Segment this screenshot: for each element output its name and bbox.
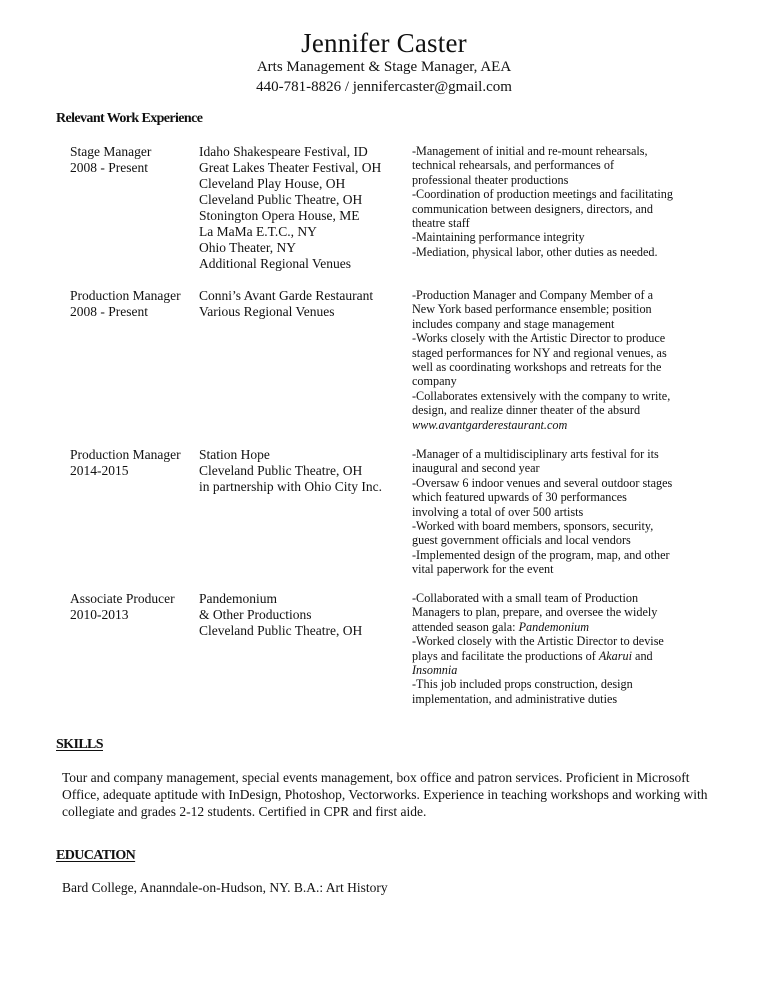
duty-line: guest government officials and local vendors [412, 533, 631, 548]
job-dates: 2014-2015 [70, 463, 129, 478]
duty-line: -Manager of a multidisciplinary arts festival for its [412, 447, 659, 461]
duty-line: which featured upwards of 30 performances [412, 490, 627, 505]
duty-line: staged performances for NY and regional venues, as [412, 345, 667, 360]
duty-text: plays and facilitate the productions of [412, 648, 599, 663]
duty-line: -Oversaw 6 indoor venues and several outdoor stages [412, 475, 673, 490]
duty-line: -Mediation, physical labor, other duties as needed. [412, 244, 658, 259]
duty-line: Managers to plan, prepare, and oversee the widely [412, 605, 658, 620]
venue-line: Additional Regional Venues [199, 256, 351, 271]
job-role-block [70, 591, 195, 623]
duty-line: company [412, 374, 457, 389]
job-role: Stage Manager [70, 144, 152, 159]
production-title: Akarui [598, 648, 632, 663]
job-duties [412, 447, 700, 577]
duty-line: -Implemented design of the program, map, and other [412, 547, 670, 562]
venue-line: in partnership with Ohio City Inc. [199, 479, 382, 494]
job-venues [199, 144, 399, 272]
duty-line: well as coordinating workshops and retreats for the [412, 360, 662, 375]
duty-line: professional theater productions [412, 172, 569, 187]
duty-line: involving a total of over 500 artists [412, 504, 584, 519]
section-skills: SKILLS [56, 737, 103, 752]
duty-line: theatre staff [412, 216, 470, 231]
duty-line: implementation, and administrative duties [412, 691, 618, 706]
job-dates: 2008 - Present [70, 160, 148, 175]
venue-line: Cleveland Play House, OH [199, 176, 346, 191]
venue-line: Conni’s Avant Garde Restaurant [199, 288, 374, 303]
job-dates: 2008 - Present [70, 304, 148, 319]
job-duties [412, 591, 700, 706]
duty-text: and [632, 648, 653, 663]
website-link[interactable]: www.avantgarderestaurant.com [412, 417, 568, 432]
duty-line: -Management of initial and re-mount rehearsals, [412, 144, 648, 158]
duty-line: -Collaborated with a small team of Production [412, 591, 639, 605]
job-venues [199, 447, 399, 495]
job-dates: 2010-2013 [70, 607, 129, 622]
duty-line: -Coordination of production meetings and facilitating [412, 187, 673, 202]
section-education: EDUCATION [56, 848, 136, 863]
venue-line: Pandemonium [199, 591, 277, 606]
duty-line: vital paperwork for the event [412, 562, 554, 577]
venue-line: & Other Productions [199, 607, 312, 622]
venue-line: La MaMa E.T.C., NY [199, 224, 317, 239]
job-duties [412, 288, 700, 432]
duty-line: communication between designers, directors, and [412, 201, 653, 216]
duty-line: -This job included props construction, design [412, 677, 633, 692]
duty-line: -Worked with board members, sponsors, security, [412, 519, 654, 534]
education-text: Bard College, Ananndale-on-Hudson, NY. B.A.: Art History [62, 880, 388, 895]
venue-line: Cleveland Public Theatre, OH [199, 463, 363, 478]
venue-line: Cleveland Public Theatre, OH [199, 623, 363, 638]
duty-line: design, and realize dinner theater of the absurd [412, 403, 641, 418]
duty-line: technical rehearsals, and performances of [412, 158, 615, 173]
section-work-experience: Relevant Work Experience [56, 111, 203, 126]
venue-line: Various Regional Venues [199, 304, 335, 319]
job-venues [199, 591, 399, 639]
duty-text: attended season gala: [412, 619, 519, 634]
duty-line [412, 649, 700, 663]
venue-line: Station Hope [199, 447, 270, 462]
job-role-block [70, 144, 195, 176]
job-role: Production Manager [70, 447, 181, 462]
duty-line: includes company and stage management [412, 316, 615, 331]
venue-line: Stonington Opera House, ME [199, 208, 360, 223]
job-role: Associate Producer [70, 591, 175, 606]
job-role-block [70, 288, 195, 320]
contact-info: 440-781-8826 / jennifercaster@gmail.com [256, 79, 512, 95]
duty-line: -Worked closely with the Artistic Director to devise [412, 634, 664, 649]
venue-line: Idaho Shakespeare Festival, ID [199, 144, 368, 159]
duty-line: -Production Manager and Company Member of a [412, 288, 653, 302]
job-venues [199, 288, 399, 320]
job-role-block [70, 447, 195, 479]
duty-line: -Collaborates extensively with the company to write, [412, 388, 671, 403]
candidate-name: Jennifer Caster [301, 28, 467, 58]
candidate-title: Arts Management & Stage Manager, AEA [256, 59, 512, 75]
production-title: Pandemonium [518, 619, 590, 634]
duty-line: -Works closely with the Artistic Director to produce [412, 331, 666, 346]
venue-line: Ohio Theater, NY [199, 240, 297, 255]
job-duties [412, 144, 700, 259]
duty-line: New York based performance ensemble; position [412, 302, 652, 317]
duty-line: inaugural and second year [412, 461, 540, 476]
job-role: Production Manager [70, 288, 181, 303]
venue-line: Great Lakes Theater Festival, OH [199, 160, 382, 175]
venue-line: Cleveland Public Theatre, OH [199, 192, 363, 207]
production-title: Insomnia [412, 663, 458, 678]
skills-text: Tour and company management, special events management, box office and patron services. Proficient in Microsoft Office, adequate aptitude with InDesign, Photoshop, Vectorworks. Experience in teaching workshops and working with collegiate and grades 2-12 students. Certified in CPR and first aide. [62, 770, 708, 819]
duty-line [412, 620, 700, 634]
duty-line: -Maintaining performance integrity [412, 230, 585, 245]
